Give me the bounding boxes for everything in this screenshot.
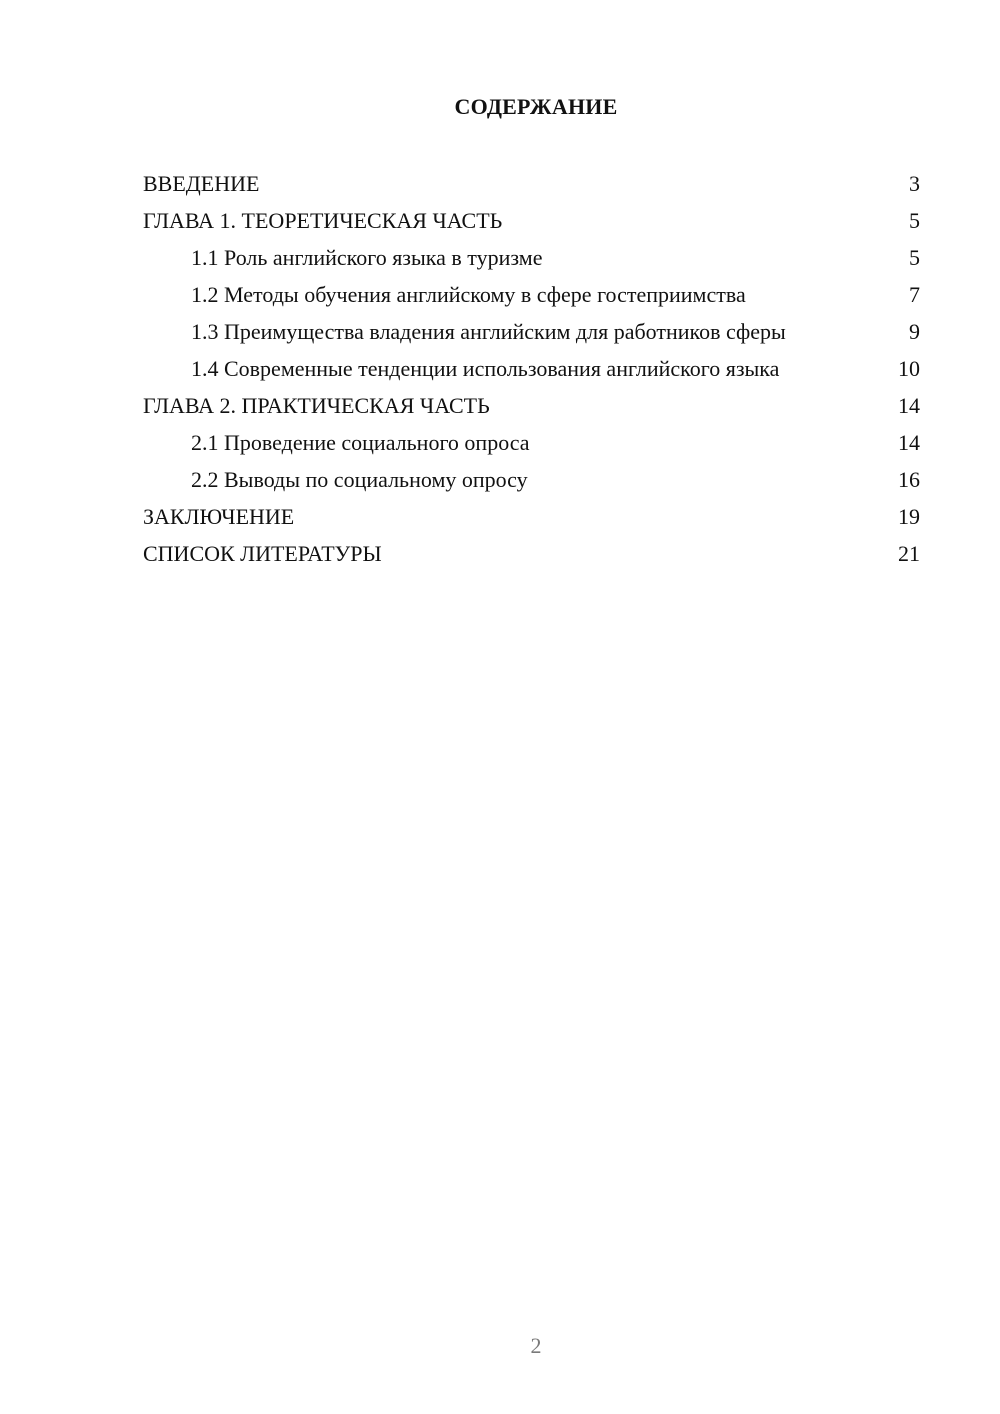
toc-entry-section-2-1[interactable] [143, 429, 920, 456]
toc-entry-page: 14 [898, 393, 920, 418]
toc-entry-page: 3 [909, 171, 920, 196]
toc-entry-conclusion[interactable] [143, 503, 920, 530]
toc-entry-label: 1.3 Преимущества владения английским для работников сферы [191, 319, 786, 344]
toc-entry-label: ГЛАВА 1. ТЕОРЕТИЧЕСКАЯ ЧАСТЬ [143, 208, 503, 233]
toc-entry-page: 16 [898, 467, 920, 492]
toc-entry-page: 9 [909, 319, 920, 344]
toc-entry-page: 7 [909, 282, 920, 307]
table-of-contents [143, 170, 920, 577]
toc-entry-page: 14 [898, 430, 920, 455]
toc-entry-references[interactable] [143, 540, 920, 567]
toc-entry-label: 1.1 Роль английского языка в туризме [191, 245, 543, 270]
toc-entry-section-1-3[interactable] [143, 318, 920, 345]
toc-entry-section-1-1[interactable] [143, 244, 920, 271]
toc-entry-page: 5 [909, 245, 920, 270]
toc-entry-label: 2.2 Выводы по социальному опросу [191, 467, 528, 492]
toc-entry-label: ГЛАВА 2. ПРАКТИЧЕСКАЯ ЧАСТЬ [143, 393, 490, 418]
toc-entry-label: СПИСОК ЛИТЕРАТУРЫ [143, 541, 382, 566]
toc-entry-label: 1.4 Современные тенденции использования английского языка [191, 356, 780, 381]
toc-entry-label: 1.2 Методы обучения английскому в сфере гостеприимства [191, 282, 746, 307]
toc-entry-chapter-1[interactable] [143, 207, 920, 234]
toc-entry-page: 5 [909, 208, 920, 233]
toc-entry-introduction[interactable] [143, 170, 920, 197]
toc-entry-section-1-2[interactable] [143, 281, 920, 308]
toc-entry-label: ВВЕДЕНИЕ [143, 171, 260, 196]
page-title: СОДЕРЖАНИЕ [454, 94, 618, 119]
toc-entry-label: ЗАКЛЮЧЕНИЕ [143, 504, 295, 529]
toc-entry-label: 2.1 Проведение социального опроса [191, 430, 530, 455]
toc-entry-page: 19 [898, 504, 920, 529]
toc-entry-chapter-2[interactable] [143, 392, 920, 419]
toc-entry-page: 10 [898, 356, 920, 381]
toc-entry-section-2-2[interactable] [143, 466, 920, 493]
toc-entry-page: 21 [898, 541, 920, 566]
toc-entry-section-1-4[interactable] [143, 355, 920, 382]
page-number: 2 [530, 1333, 542, 1358]
